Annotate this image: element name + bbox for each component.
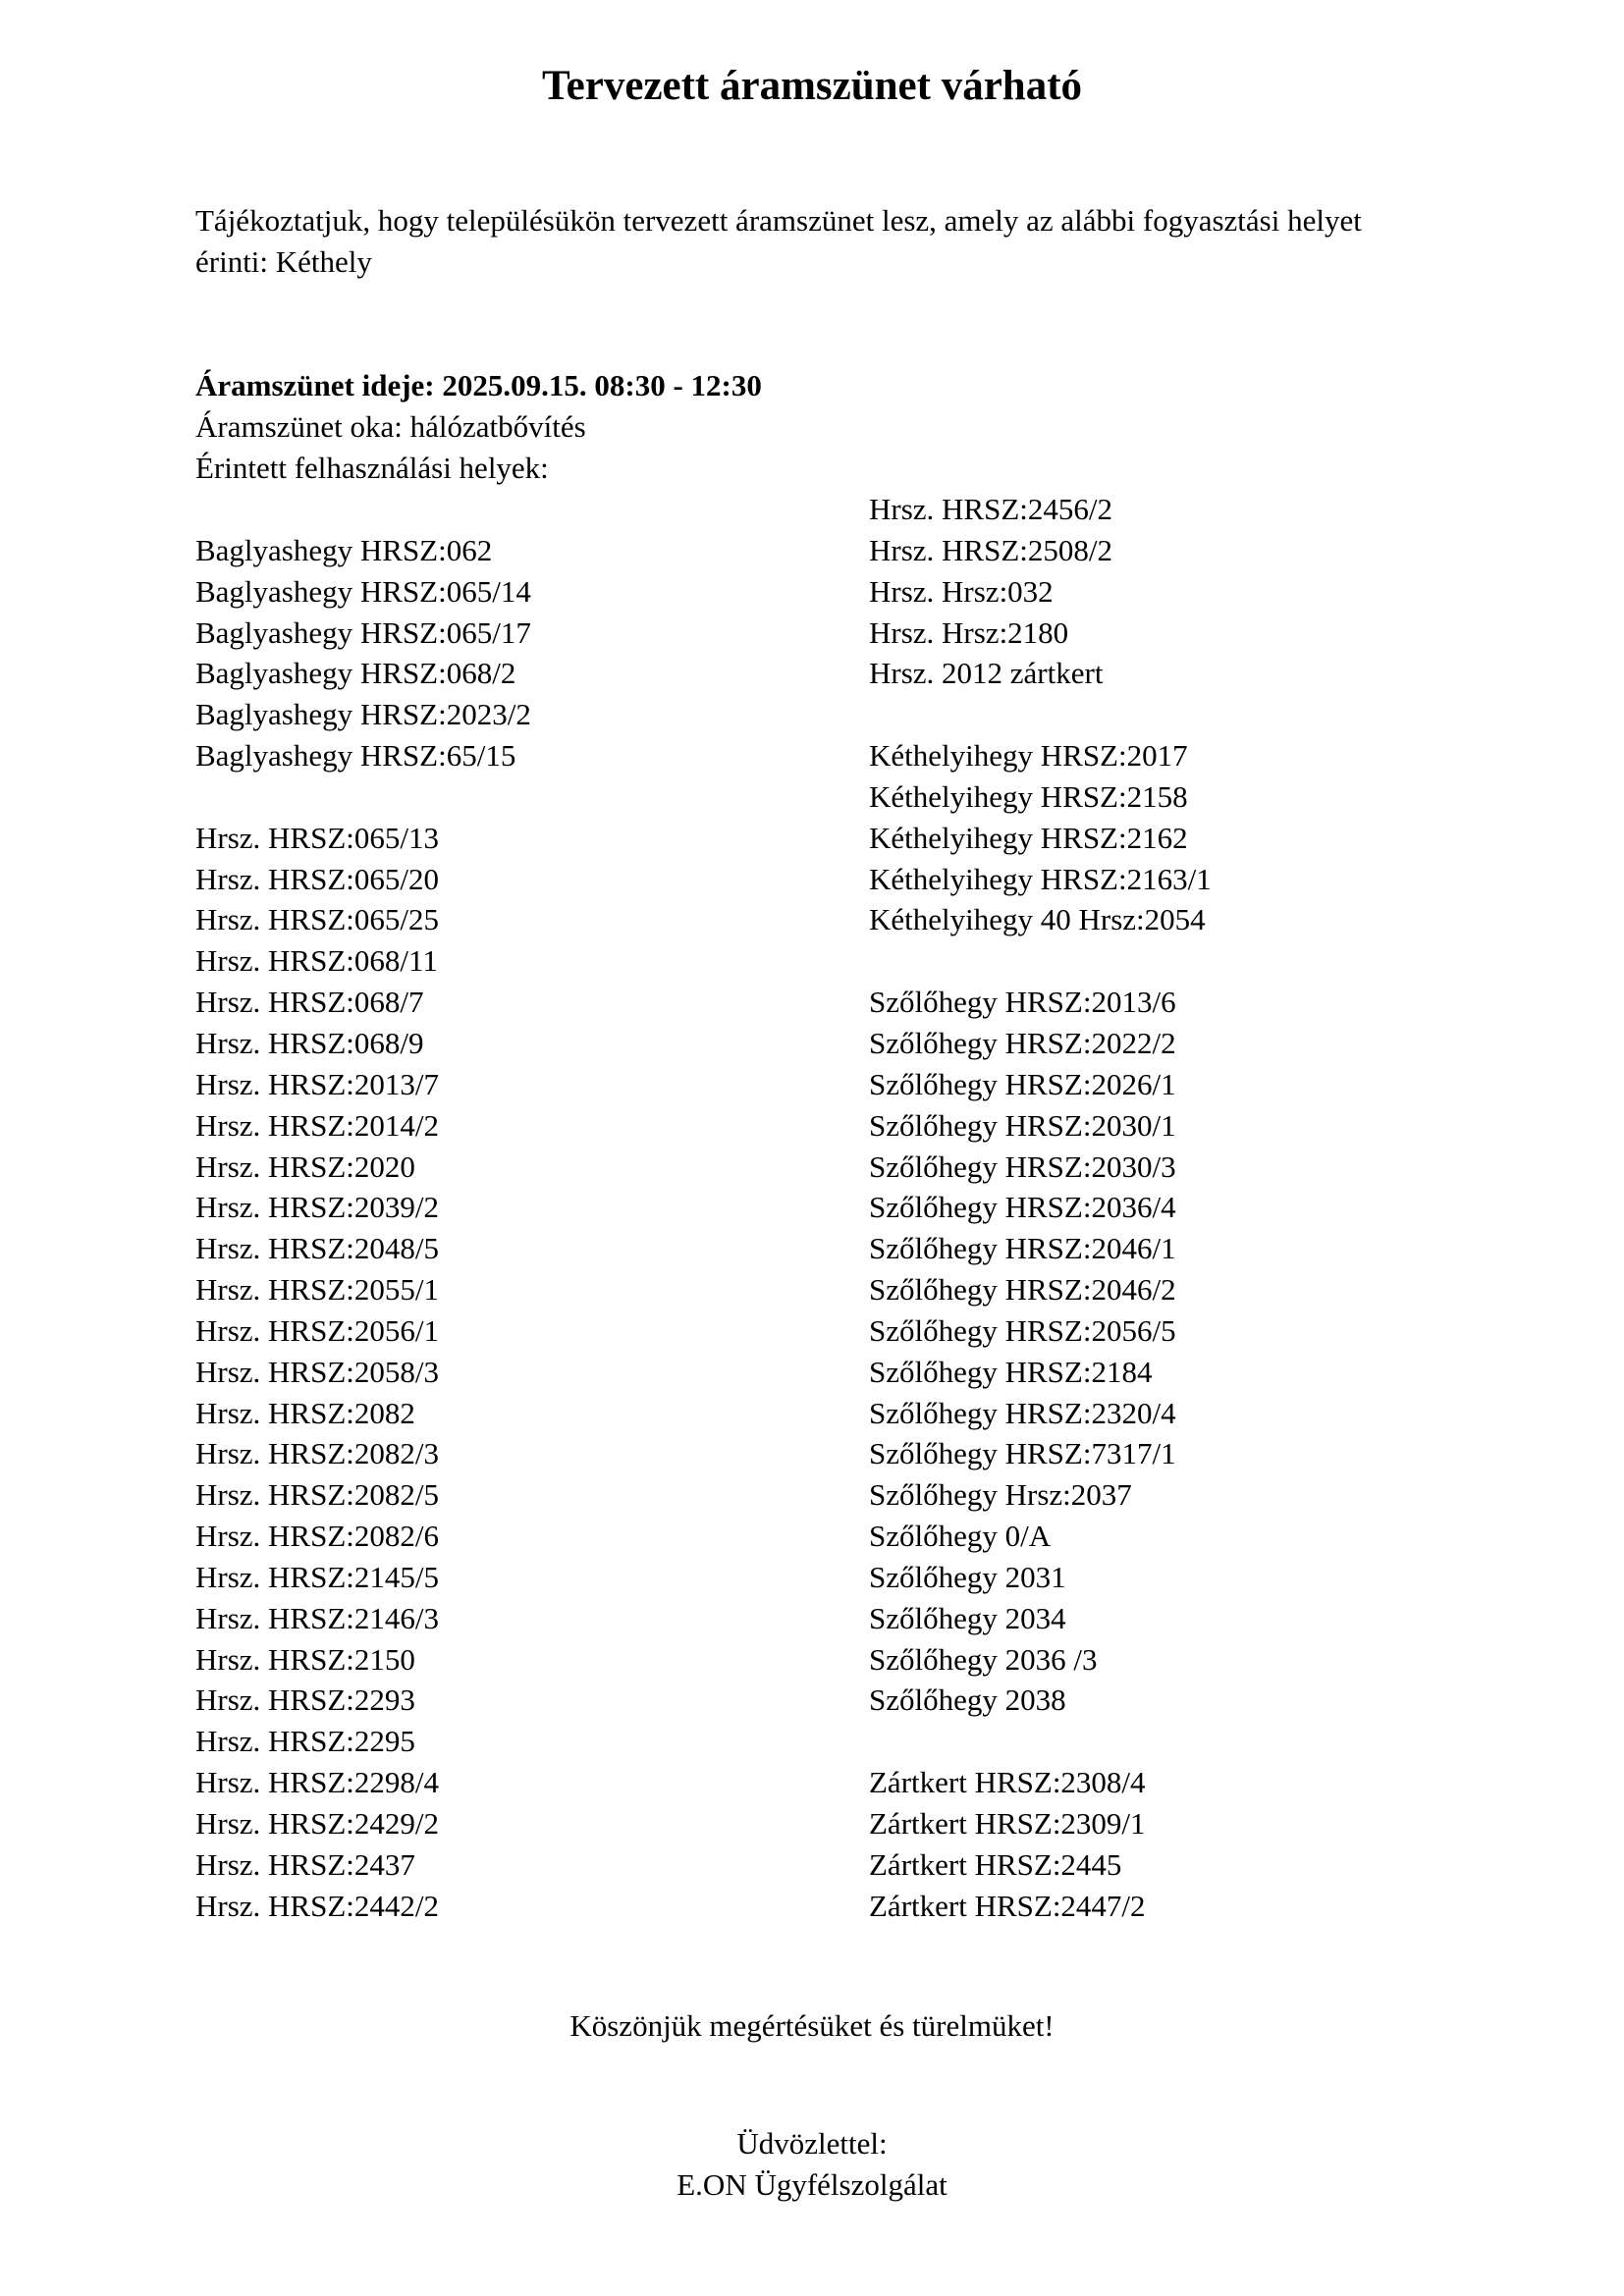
location-item: Szőlőhegy 2034 [869,1600,1066,1635]
location-item: Szőlőhegy HRSZ:2036/4 [869,1190,1176,1225]
location-item: Szőlőhegy HRSZ:2030/1 [869,1107,1176,1143]
location-item: Zártkert HRSZ:2308/4 [869,1765,1146,1800]
location-item: Hrsz. HRSZ:065/13 [195,820,439,855]
location-item: Hrsz. HRSZ:2442/2 [195,1888,439,1923]
location-item: Hrsz. HRSZ:2082 [195,1395,415,1430]
location-item: Hrsz. HRSZ:2048/5 [195,1231,439,1266]
location-item: Szőlőhegy 2036 /3 [869,1641,1098,1677]
location-item [869,694,1212,735]
location-item: Hrsz. HRSZ:2020 [195,1148,415,1184]
location-item: Hrsz. HRSZ:2146/3 [195,1600,439,1635]
location-item: Hrsz. 2012 zártkert [869,656,1104,691]
location-item: Baglyashegy HRSZ:2023/2 [195,697,531,732]
location-item: Zártkert HRSZ:2309/1 [869,1806,1146,1841]
location-item: Szőlőhegy HRSZ:2056/5 [869,1312,1176,1348]
thanks-message: Köszönjük megértésüket és türelmüket! [569,2008,1055,2043]
location-item: Szőlőhegy HRSZ:2022/2 [869,1025,1176,1060]
location-item: Szőlőhegy HRSZ:2013/6 [869,985,1176,1020]
locations-right-column [869,489,1212,1927]
location-item: Hrsz. HRSZ:2456/2 [869,492,1112,526]
location-item: Hrsz. Hrsz:2180 [869,614,1069,650]
intro-paragraph: Tájékoztatjuk, hogy településükön tervezett áramszünet lesz, amely az alábbi fogyasztási helyet érinti: Kéthely [195,203,1362,279]
location-item [869,940,1212,982]
location-item: Baglyashegy HRSZ:065/17 [195,614,531,650]
page-title: Tervezett áramszünet várható [541,63,1083,109]
location-item: Hrsz. Hrsz:032 [869,573,1054,609]
location-item: Hrsz. HRSZ:2295 [195,1724,415,1759]
location-item: Kéthelyihegy 40 Hrsz:2054 [869,902,1206,937]
location-item: Hrsz. HRSZ:2150 [195,1641,415,1677]
location-item: Hrsz. HRSZ:2145/5 [195,1559,439,1594]
outage-reason: Áramszünet oka: hálózatbővítés [195,409,586,444]
outage-details [195,365,762,489]
location-item: Zártkert HRSZ:2445 [869,1846,1122,1882]
location-item: Szőlőhegy HRSZ:2184 [869,1354,1153,1389]
location-item: Hrsz. HRSZ:2082/5 [195,1477,439,1513]
location-item: Hrsz. HRSZ:065/20 [195,861,439,896]
location-item: Baglyashegy HRSZ:65/15 [195,738,516,774]
affected-locations-label: Érintett felhasználási helyek: [195,451,549,485]
location-item: Hrsz. HRSZ:2437 [195,1846,415,1882]
location-item: Hrsz. HRSZ:2082/6 [195,1519,439,1554]
location-item: Hrsz. HRSZ:2082/3 [195,1436,439,1471]
location-item: Baglyashegy HRSZ:065/14 [195,573,531,609]
location-item: Hrsz. HRSZ:2013/7 [195,1066,439,1101]
location-item: Hrsz. HRSZ:068/7 [195,985,424,1020]
location-item: Kéthelyihegy HRSZ:2163/1 [869,861,1212,896]
location-item: Hrsz. HRSZ:2055/1 [195,1272,439,1308]
location-item: Hrsz. HRSZ:2058/3 [195,1354,439,1389]
location-item: Szőlőhegy 0/A [869,1519,1052,1554]
locations-left-column [195,489,531,1927]
signature-sender: E.ON Ügyfélszolgálat [677,2167,947,2202]
location-item [195,489,531,530]
location-item: Hrsz. HRSZ:2056/1 [195,1312,439,1348]
location-item: Szőlőhegy HRSZ:7317/1 [869,1436,1176,1471]
location-item: Hrsz. HRSZ:2508/2 [869,532,1112,567]
location-item: Hrsz. HRSZ:2429/2 [195,1806,439,1841]
location-item: Hrsz. HRSZ:068/9 [195,1025,424,1060]
location-item: Zártkert HRSZ:2447/2 [869,1888,1146,1923]
location-item: Szőlőhegy HRSZ:2320/4 [869,1395,1176,1430]
location-item: Hrsz. HRSZ:2014/2 [195,1107,439,1143]
location-item: Szőlőhegy 2038 [869,1682,1066,1718]
location-item: Szőlőhegy 2031 [869,1559,1066,1594]
location-item [195,776,531,818]
outage-time: Áramszünet ideje: 2025.09.15. 08:30 - 12:30 [195,368,762,402]
signature-block [0,2123,1624,2206]
location-item: Hrsz. HRSZ:065/25 [195,902,439,937]
location-item: Baglyashegy HRSZ:062 [195,532,493,567]
location-item: Hrsz. HRSZ:2293 [195,1682,415,1718]
location-item: Kéthelyihegy HRSZ:2158 [869,778,1188,814]
location-item: Szőlőhegy HRSZ:2046/2 [869,1272,1176,1308]
location-item: Szőlőhegy HRSZ:2026/1 [869,1066,1176,1101]
location-item: Szőlőhegy Hrsz:2037 [869,1477,1132,1513]
location-item [869,1721,1212,1762]
location-item: Hrsz. HRSZ:068/11 [195,943,438,979]
location-item: Baglyashegy HRSZ:068/2 [195,656,516,691]
location-item: Hrsz. HRSZ:2039/2 [195,1190,439,1225]
location-item: Kéthelyihegy HRSZ:2162 [869,820,1188,855]
location-item: Szőlőhegy HRSZ:2030/3 [869,1148,1176,1184]
location-item: Szőlőhegy HRSZ:2046/1 [869,1231,1176,1266]
location-item: Kéthelyihegy HRSZ:2017 [869,738,1188,774]
signature-greeting: Üdvözlettel: [736,2126,888,2161]
location-item: Hrsz. HRSZ:2298/4 [195,1765,439,1800]
